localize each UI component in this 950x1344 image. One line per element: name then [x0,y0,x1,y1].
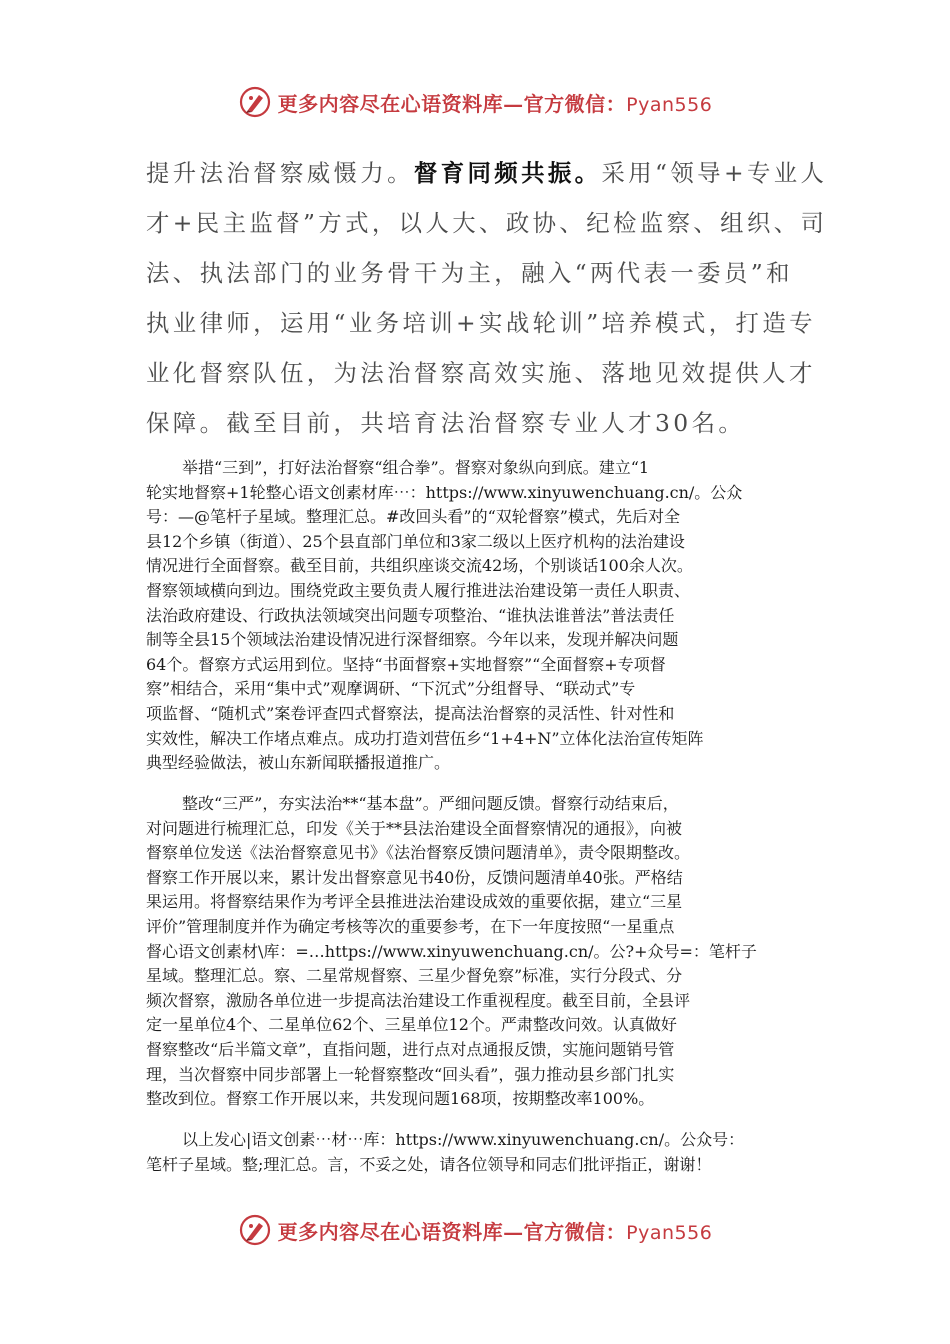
text-line: 县12个乡镇（街道）、25个县直部门单位和3家二级以上医疗机构的法治建设 [146,531,685,551]
text-line: 督察工作开展以来，累计发出督察意见书40份，反馈问题清单40张。严格结 [146,867,683,887]
paragraph-measures [146,456,816,776]
intro-line: 业化督察队伍，为法治督察高效实施、落地见效提供人才 [146,359,816,387]
banner-text [278,88,713,117]
text-line: 督察领域横向到边。围绕党政主要负责人履行推进法治建设第一责任人职责、 [146,580,691,600]
intro-line: 才+民主监督”方式，以人大、政协、纪检监察、组织、司 [146,209,828,237]
text-line: 典型经验做法，被山东新闻联播报道推广。 [146,753,451,773]
text-line: 星域。整理汇总。察、二星常规督察、三星少督免察”标准，实行分段式、分 [146,966,683,986]
footer-watermark-banner [0,1210,950,1250]
text-line: 察”相结合，采用“集中式”观摩调研、“下沉式”分组督导、“联动式”专 [146,679,636,699]
banner-text [278,1216,713,1245]
paragraph-rectification [146,792,816,1112]
text-line: 轮实地督察+1轮整心语文创素材库⋯：https://www.xinyuwenchuang.cn/。公众 [146,482,743,502]
intro-line: 提升法治督察威慑力。督育同频共振。采用“领导+专业人 [146,159,828,187]
text-line: 笔杆子星域。整;理汇总。言，不妥之处，请各位领导和同志们批评指正，谢谢！ [146,1154,712,1174]
text-line: 项监督、“随机式”案卷评查四式督察法，提高法治督察的灵活性、针对性和 [146,703,675,723]
text-line: 64个。督察方式运用到位。坚持“书面督察+实地督察”“全面督察+专项督 [146,654,666,674]
text-line: 号：—@笔杆子星域。整理汇总。#改回头看”的“双轮督察”模式，先后对全 [146,507,680,527]
text-line: 法治政府建设、行政执法领域突出问题专项整治、“谁执法谁普法”普法责任 [146,605,675,625]
banner-wechat-id: Pyan556 [626,93,713,116]
text-line: 理，当次督察中同步部署上一轮督察整改“回头看”，强力推动县乡部门扎实 [146,1064,675,1084]
text-line: 举措“三到”，打好法治督察“组合拳”。督察对象纵向到底。建立“1 [182,458,650,477]
text-line: 实效性，解决工作堵点难点。成功打造刘营伍乡“1+4+N”立体化法治宣传矩阵 [146,728,704,748]
pen-nib-circle-icon [238,85,272,119]
text-line: 整改到位。督察工作开展以来，共发现问题168项，按期整改率100%。 [146,1089,655,1109]
intro-line: 法、执法部门的业务骨干为主，融入“两代表一委员”和 [146,259,793,287]
text-line: 评价”管理制度并作为确定考核等次的重要参考，在下一年度按照“一星重点 [146,916,675,936]
intro-line: 保障。截至目前，共培育法治督察专业人才30名。 [146,409,746,437]
intro-paragraph [146,148,828,448]
text-line: 果运用。将督察结果作为考评全县推进法治建设成效的重要依据，建立“三星 [146,892,683,912]
paragraph-closing [146,1128,816,1177]
text-line: 定一星单位4个、二星单位62个、三星单位12个。严肃整改问效。认真做好 [146,1015,677,1035]
intro-line: 执业律师，运用“业务培训+实战轮训”培养模式，打造专 [146,309,816,337]
text-line: 频次督察，激励各单位进一步提高法治建设工作重视程度。截至目前，全县评 [146,990,691,1010]
banner-wechat-id: Pyan556 [626,1221,713,1244]
header-watermark-banner [0,82,950,122]
text-line: 整改“三严”，夯实法治**“基本盘”。严细问题反馈。督察行动结束后， [182,794,679,813]
bold-heading: 督育同频共振。 [413,159,602,187]
text-line: 制等全县15个领域法治建设情况进行深督细察。今年以来，发现并解决问题 [146,630,679,650]
pen-nib-circle-icon [238,1213,272,1247]
banner-label: 更多内容尽在心语资料库—官方微信： [277,1219,627,1244]
text-line: 督心语文创素材\库：=…https://www.xinyuwenchuang.cn/。公?+众号=：笔杆子 [146,941,757,961]
text-line: 情况进行全面督察。截至目前，共组织座谈交流42场，个别谈话100余人次。 [146,556,693,576]
text-line: 督察整改“后半篇文章”，直指问题，进行点对点通报反馈，实施问题销号管 [146,1039,675,1059]
text-line: 对问题进行梳理汇总，印发《关于**县法治建设全面督察情况的通报》，向被 [146,818,683,838]
text-line: 督察单位发送《法治督察意见书》《法治督察反馈问题清单》，责令限期整改。 [146,843,691,863]
text-line: 以上发心|语文创素⋯材⋯库：https://www.xinyuwenchuang.cn/。公众号： [182,1130,745,1149]
banner-label: 更多内容尽在心语资料库—官方微信： [277,91,627,116]
